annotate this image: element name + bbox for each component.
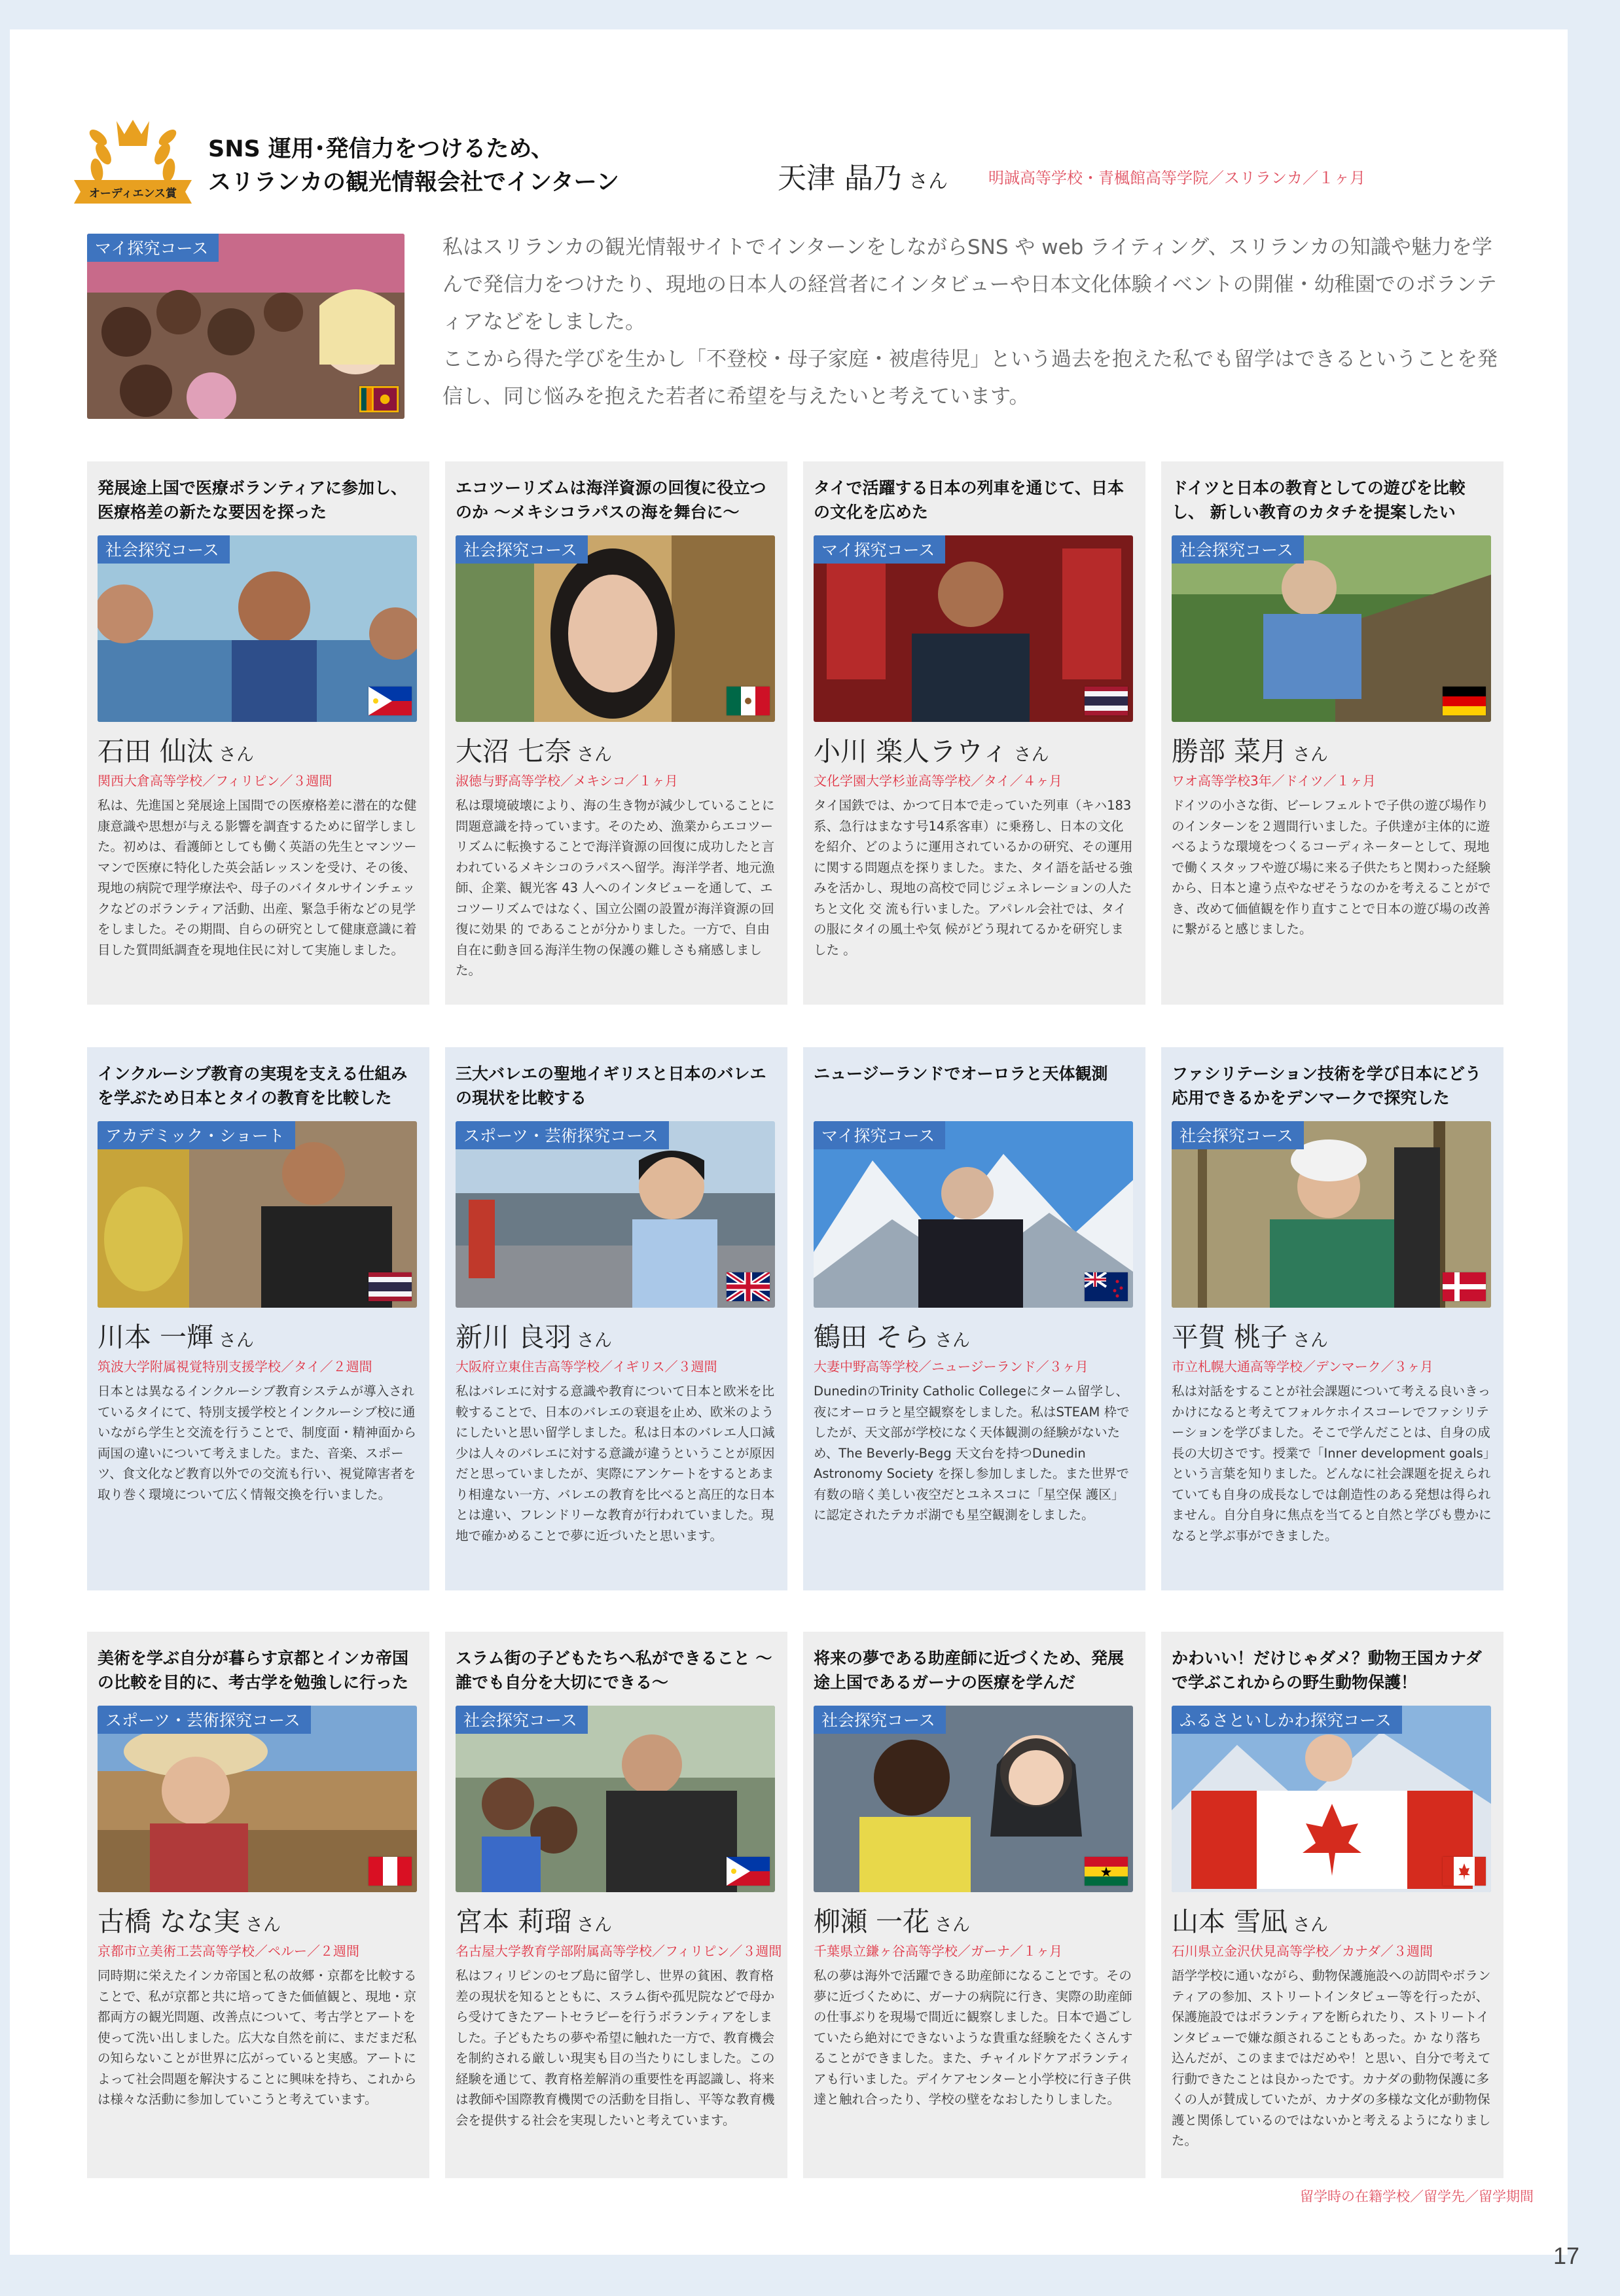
- course-label: マイ探究コース: [814, 535, 945, 564]
- student-name-text: 新川 良羽: [456, 1321, 572, 1353]
- featured-meta: 明誠高等学校・青楓館高等学院／スリランカ／１ヶ月: [988, 169, 1365, 187]
- featured-paragraph: 私はスリランカの観光情報サイトでインターンをしながらSNS や web ライティング、スリランカの知識や魅力を学んで発信力をつけたり、現地の日本人の経営者にインタビューや日本文化体験イベントの開催・幼稚園でのボランティアなどをしました。: [442, 236, 1497, 334]
- student-meta: 京都市立美術工芸高等学校／ペルー／２週間: [98, 1943, 359, 1959]
- student-name-text: 山本 雪凪: [1172, 1906, 1288, 1937]
- course-label: 社会探究コース: [1172, 1121, 1304, 1149]
- student-photo: [98, 535, 417, 722]
- student-description: 語学学校に通いながら、動物保護施設への訪問やボランティアの参加、ストリートインタビュー等を行ったが、保護施設ではボランティアを断られたり、ストリートインタビューで嫌な顔されることもあった。か なり落ち込んだが、このままではだめや！と思い、自分で考えて行動できたことは良かったです。カナダの動物保護に多くの人が賛成していたが、カナダの多様な文化が動物保護と関係しているのではないかと考えるようになりました。: [1172, 1968, 1491, 2148]
- featured-description: [442, 229, 1503, 416]
- award-label: オーディエンス賞: [88, 187, 177, 200]
- student-name: [814, 1900, 970, 1939]
- card-title: 将来の夢である助産師に近づくため、発展途上国であるガーナの医療を学んだ: [814, 1649, 1125, 1692]
- honorific: さん: [219, 1331, 255, 1351]
- student-photo: [814, 1121, 1133, 1308]
- audience-award-badge: [71, 115, 195, 209]
- student-name: [98, 1900, 281, 1939]
- student-name: [456, 1316, 612, 1354]
- student-meta: 市立札幌大通高等学校／デンマーク／３ヶ月: [1172, 1359, 1433, 1374]
- student-meta: 石川県立金沢伏見高等学校／カナダ／３週間: [1172, 1943, 1433, 1959]
- student-card: [803, 1632, 1145, 2178]
- student-meta: 関西大倉高等学校／フィリピン／３週間: [98, 773, 333, 789]
- student-description: 私は環境破壊により、海の生き物が減少していることに問題意識を持っています。そのため、漁業からエコツーリズムに転換することで海洋資源の回復に成功したと言われているメキシコのラパスへ留学。海洋学者、地元漁師、企業、観光客 43 人へのインタビューを通して、エコツーリズムではなく、国立公園の設置が海洋資源の回復に効果 的 であることが分かりました。一方で、自由自在に動き回る海洋生物の保護の難しさも痛感しました。: [456, 798, 775, 978]
- student-photo: [814, 535, 1133, 722]
- student-name: [1172, 1900, 1328, 1939]
- student-name: [1172, 1316, 1328, 1354]
- student-card: [1161, 461, 1503, 1005]
- student-name: [98, 730, 254, 768]
- featured-name: [778, 154, 948, 196]
- featured-paragraph: ここから得た学びを生かし「不登校・母子家庭・被虐待児」という過去を抱えた私でも留学はできるということを発信し、同じ悩みを抱えた若者に希望を与えたいと考えています。: [442, 348, 1498, 408]
- honorific: さん: [1293, 745, 1329, 765]
- honorific: さん: [245, 1915, 281, 1935]
- course-label: スポーツ・芸術探究コース: [456, 1121, 669, 1149]
- card-title: ニュージーランドでオーロラと天体観測: [814, 1064, 1108, 1083]
- thailand-flag-icon: [1085, 687, 1128, 715]
- card-title: ドイツと日本の教育としての遊びを比較し、 新しい教育のカタチを提案したい: [1172, 478, 1466, 522]
- honorific: さん: [219, 745, 255, 765]
- featured-name-text: 天津 晶乃: [778, 162, 902, 195]
- honorific: さん: [1013, 745, 1049, 765]
- honorific: さん: [935, 1331, 971, 1351]
- card-title: インクルーシブ教育の実現を支える仕組みを学ぶため日本とタイの教育を比較した: [98, 1064, 408, 1107]
- featured-photo: [87, 234, 405, 419]
- student-name-text: 古橋 なな実: [98, 1906, 241, 1937]
- student-name-text: 勝部 菜月: [1172, 736, 1288, 767]
- student-meta: ワオ高等学校3年／ドイツ／１ヶ月: [1172, 773, 1376, 789]
- page-number: 17: [1553, 2242, 1579, 2269]
- student-description: 日本とは異なるインクルーシブ教育システムが導入されているタイにて、特別支援学校とインクルーシブ校に通いながら学生と交流を行うことで、制度面・精神面から両国の違いについて考えました。また、音楽、スポーツ、食文化など教育以外での交流も行い、視覚障害者を取り巻く環境について広く情報交換を行いました。: [98, 1384, 417, 1502]
- student-description: ドイツの小さな街、ビーレフェルトで子供の遊び場作りのインターンを２週間行いました。子供達が主体的に遊べるような環境をつくるコーディネーターとして、現地で働くスタッフや遊び場に来る子供たちと関わった経験から、日本と違う点やなぜそうなのかを考えることができ、改めて価値観を作り直すことで日本の遊び場の改善に繋がると感じました。: [1172, 798, 1491, 937]
- course-label: 社会探究コース: [456, 1706, 588, 1734]
- student-description: 私の夢は海外で活躍できる助産師になることです。その夢に近づくために、ガーナの病院に行き、実際の助産師の仕事ぶりを現場で間近に観察しました。日本で過ごしていたら絶対にできないような貴重な経験をたくさんすることができました。また、チャイルドケアボランティアも行いました。デイケアセンターと小学校に行き子供達と触れ合ったり、学校の壁をなおしたりしました。: [814, 1968, 1133, 2107]
- student-meta: 筑波大学附属視覚特別支援学校／タイ／２週間: [98, 1359, 372, 1374]
- featured-title: SNS 運用･発信力をつけるため、 スリランカの観光情報会社でインターン: [208, 136, 619, 196]
- card-title: 三大バレエの聖地イギリスと日本のバレエの現状を比較する: [456, 1064, 766, 1107]
- honorific: さん: [909, 170, 948, 193]
- student-photo: [1172, 535, 1491, 722]
- student-card: [1161, 1632, 1503, 2178]
- student-name: [456, 1900, 612, 1939]
- ghana-flag-icon: [1085, 1857, 1128, 1886]
- course-label: スポーツ・芸術探究コース: [98, 1706, 311, 1734]
- honorific: さん: [1293, 1915, 1329, 1935]
- student-name-text: 大沼 七奈: [456, 736, 572, 767]
- student-photo: [456, 1121, 775, 1308]
- honorific: さん: [935, 1915, 971, 1935]
- philippines-flag-icon: [369, 687, 412, 715]
- student-card: [445, 1047, 787, 1590]
- student-name-text: 小川 楽人ラウィ: [814, 736, 1009, 767]
- card-title: 発展途上国で医療ボランティアに参加し、医療格差の新たな要因を探った: [98, 478, 408, 522]
- student-card: [87, 461, 429, 1005]
- student-name: [98, 1316, 254, 1354]
- student-name: [456, 730, 612, 768]
- student-description: 私はバレエに対する意識や教育について日本と欧米を比較することで、日本のバレエの衰退を止め、欧米のようにしたいと思い留学しました。私は日本のバレエ人口減少は人々のバレエに対する意識が違うということが原因だと思っていましたが、実際にアンケートをするとあまり相違ない一方、バレエの教育を比べると高圧的な日本とは違い、フレンドリーな教育が行われていました。現地で確かめることで夢に近づいたと思います。: [456, 1384, 775, 1543]
- student-description: 私は、先進国と発展途上国間での医療格差に潜在的な健康意識や思想が与える影響を調査するために留学しました。初めは、看護師としても働く英語の先生とマンツーマンで医療に特化した英会話レッスンを受け、その後、現地の病院で理学療法や、母子のバイタルサインチェックなどのボランティア活動、出産、緊急手術などの見学をしました。その期間、自らの研究として健康意識に着目した質問紙調査を現地住民に対して実施しました。: [98, 798, 417, 958]
- student-photo: [456, 1706, 775, 1892]
- student-name-text: 石田 仙汰: [98, 736, 214, 767]
- student-card: [87, 1632, 429, 2178]
- card-title: 美術を学ぶ自分が暮らす京都とインカ帝国の比較を目的に、考古学を勉強しに行った: [98, 1649, 409, 1692]
- student-meta: 大妻中野高等学校／ニュージーランド／３ヶ月: [814, 1359, 1089, 1374]
- student-name: [814, 730, 1049, 768]
- peru-flag-icon: [369, 1857, 412, 1886]
- student-name-text: 平賀 桃子: [1172, 1321, 1288, 1353]
- student-meta: 大阪府立東住吉高等学校／イギリス／３週間: [456, 1359, 717, 1374]
- student-card: [803, 461, 1145, 1005]
- uk-flag-icon: [727, 1272, 770, 1301]
- honorific: さん: [577, 1915, 613, 1935]
- student-photo: [1172, 1121, 1491, 1308]
- course-label: 社会探究コース: [456, 535, 588, 564]
- student-photo: [1172, 1706, 1491, 1892]
- thailand-flag-icon: [369, 1272, 412, 1301]
- student-description: 同時期に栄えたインカ帝国と私の故郷・京都を比較することで、私が京都と共に培ってきた価値観と、現地・京都両方の観光問題、改善点について、考古学とアートを使って洗い出しました。広大な自然を前に、まだまだ私の知らないことが世界に広がっていると実感。アートによって社会問題を解決することに興味を持ち、これからは様々な活動に参加していこうと考えています。: [98, 1968, 417, 2107]
- course-label: 社会探究コース: [814, 1706, 946, 1734]
- student-description: 私はフィリピンのセブ島に留学し、世界の貧困、教育格差の現状を知るとともに、スラム街や孤児院などで母から受けてきたアートセラピーを行うボランティアをしました。子どもたちの夢や希望に触れた一方で、教育機会を制約される厳しい現実も目の当たりにしました。この経験を通じて、教育格差解消の重要性を再認識し、将来は教師や国際教育機関での活動を目指し、平等な教育機会を提供する社会を実現したいと考えています。: [456, 1968, 775, 2128]
- student-photo: [814, 1706, 1133, 1892]
- student-name-text: 川本 一輝: [98, 1321, 214, 1353]
- card-title: タイで活躍する日本の列車を通じて、日本の文化を広めた: [814, 478, 1125, 522]
- student-photo: [98, 1706, 417, 1892]
- course-label: マイ探究コース: [87, 234, 219, 262]
- card-title: ファシリテーション技術を学び日本にどう応用できるかをデンマークで探究した: [1172, 1064, 1482, 1107]
- student-name: [1172, 730, 1328, 768]
- mexico-flag-icon: [727, 687, 770, 715]
- student-meta: 名古屋大学教育学部附属高等学校／フィリピン／３週間: [456, 1943, 782, 1959]
- student-card: [445, 1632, 787, 2178]
- student-name: [814, 1316, 970, 1354]
- student-meta: 淑徳与野高等学校／メキシコ／１ヶ月: [456, 773, 678, 789]
- student-card: [445, 461, 787, 1005]
- sri-lanka-flag-icon: [359, 386, 399, 412]
- card-title: スラム街の子どもたちへ私ができること 〜誰でも自分を大切にできる〜: [456, 1649, 772, 1692]
- student-card: [87, 1047, 429, 1590]
- germany-flag-icon: [1443, 687, 1486, 715]
- course-label: 社会探究コース: [98, 535, 230, 564]
- newzealand-flag-icon: [1085, 1272, 1128, 1301]
- student-photo: [456, 535, 775, 722]
- student-photo: [98, 1121, 417, 1308]
- student-name-text: 柳瀬 一花: [814, 1906, 930, 1937]
- student-description: DunedinのTrinity Catholic Collegeにターム留学し、夜にオーロラと星空観察をしました。私はSTEAM 枠でしたが、天文部が学校になく天体観測の経験がないため、The Beverly-Begg 天文台を持つDunedin Astronomy Society を探し参加しました。また世界で有数の暗く美しい夜空だとユネスコに「星空保 護区」に認定されたテカポ湖でも星空観測をしました。: [814, 1384, 1130, 1522]
- canada-flag-icon: [1443, 1857, 1486, 1886]
- card-title: かわいい！だけじゃダメ？動物王国カナダで学ぶこれからの野生動物保護！: [1172, 1649, 1482, 1692]
- course-label: マイ探究コース: [814, 1121, 945, 1149]
- philippines-flag-icon: [727, 1857, 770, 1886]
- course-label: ふるさといしかわ探究コース: [1172, 1706, 1402, 1734]
- honorific: さん: [577, 745, 613, 765]
- student-card: [803, 1047, 1145, 1590]
- honorific: さん: [1293, 1331, 1329, 1351]
- student-meta: 千葉県立鎌ヶ谷高等学校／ガーナ／１ヶ月: [814, 1943, 1062, 1959]
- denmark-flag-icon: [1443, 1272, 1486, 1301]
- card-title: エコツーリズムは海洋資源の回復に役立つのか 〜メキシコラパスの海を舞台に〜: [456, 478, 766, 522]
- student-meta: 文化学園大学杉並高等学校／タイ／４ヶ月: [814, 773, 1062, 789]
- course-label: アカデミック・ショート: [98, 1121, 295, 1149]
- honorific: さん: [577, 1331, 613, 1351]
- student-description: タイ国鉄では、かつて日本で走っていた列車（キハ183系、急行はまなす号14系客車）に乗務し、日本の文化を紹介、どのように運用されているかの研究、その運用に関する問題点を探りました。また、タイ語を話せる強みを活かし、現地の高校で同じジェネレーションの人たちと文化 交 流も行いました。アパレル会社では、タイの服にタイの風土や気 候がどう現れてるかを研究しました 。: [814, 798, 1133, 958]
- student-description: 私は対話をすることが社会課題について考える良いきっかけになると考えてフォルケホイスコーレでファシリテーションを学びました。そこで学んだことは、自身の成長の大切さです。授業で「Inner development goals」という言葉を知りました。どんなに社会課題を捉えられていても自身の成長なしでは創造性のある発想は得られません。自分自身に焦点を当てると自然と学びも豊かになると学ぶ事ができました。: [1172, 1384, 1492, 1543]
- meta-legend: 留学時の在籍学校／留学先／留学期間: [1300, 2189, 1534, 2204]
- course-label: 社会探究コース: [1172, 535, 1304, 564]
- student-card: [1161, 1047, 1503, 1590]
- student-name-text: 宮本 莉瑠: [456, 1906, 572, 1937]
- student-name-text: 鶴田 そら: [814, 1321, 930, 1353]
